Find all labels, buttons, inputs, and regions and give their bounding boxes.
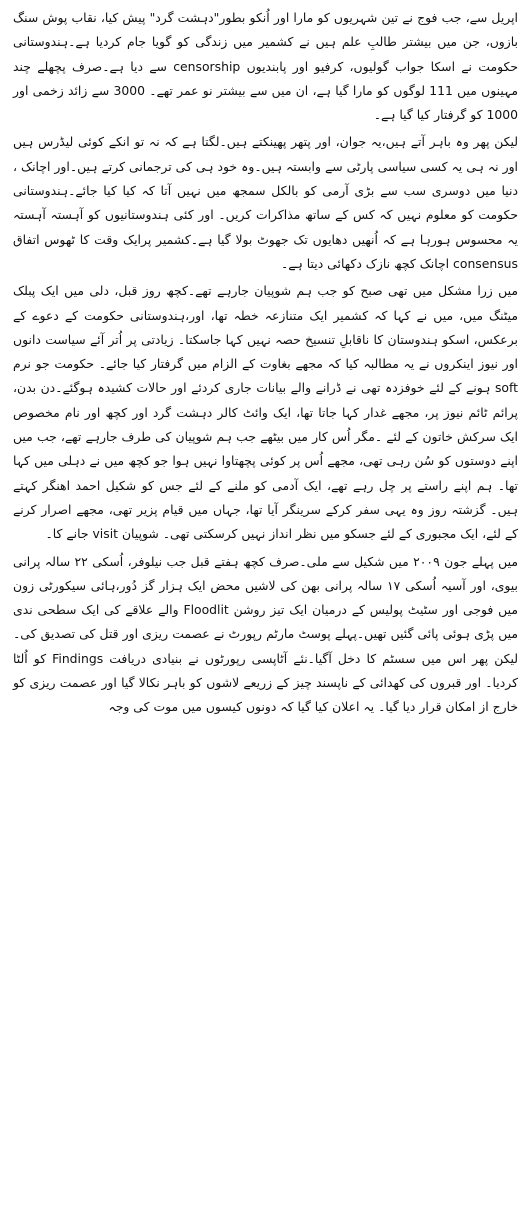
paragraph-shakeel-meeting: میں پہلے جون ۲۰۰۹ میں شکیل سے ملی۔صرف کچھ ہفتے قبل جب نیلوفر، اُسکی ۲۲ سالہ پرانی بیوی، اور آسیہ اُسکی ۱۷ سالہ پرانی بھن کی لاشیں محض ایک ہزار گز دُور،ہائی سیکورٹی زون میں فوجی اور سٹیٹ پولیس کے درمیان ایک تیز روشن Floodlit والے علاقے کی ایک سطحی ندی میں پڑی ہوئی پائی گئیں تھیں۔پہلے پوسٹ مارٹم رپورٹ نے عصمت ریزی اور قتل کی تصدیق کی۔ لیکن پھر اس میں سسٹم کا دخل آگیا۔نئے آٹاپسی رپورٹوں نے بنیادی دریافت Findings کو اُلٹا کردیا۔ اور قبروں کی کھدائی کے ناپسند چیز کے زریعے لاشوں کو باہر نکالا گیا اور عصمت ریزی کو خارج از امکان قرار دیا گیا۔ یہ اعلان کیا گیا کہ دونوں کیسوں میں موت کی وجہ (13, 553, 518, 715)
paragraph-shopian-trip: میں زرا مشکل میں تھی صبح کو جب ہم شوپیان جارہے تھے۔کچھ روز قبل، دلی میں ایک پبلک میٹنگ میں، میں نے کہا کہ کشمیر ایک متنازعہ خطہ تھا، اور،ہندوستانی حکومت کے دعوے کے برعکس، اسکو ہندوستان کا ناقابلِ تنسیخ حصہ نہیں کہا جاسکتا۔ زیادتی پر اُتر آئے سیاست دانوں اور نیوز اینکروں نے یہ مطالبہ کیا کہ مجھے بغاوت کے الزام میں گرفتار کیا جائے۔ حکومت جو نرم soft ہونے کے لئے خوفزدہ تھی نے ڈرانے والے بیانات جاری کردئے اور حالات کشیدہ ہوگئے۔دن بدن، پرائم ٹائم نیوز پر، مجھے غدار کہا جاتا تھا، ایک وائٹ کالر دہشت گرد اور کچھ اور نام مخصوص ایک سرکش خاتون کے لئے ۔مگر اُس کار میں بیٹھے جب ہم شوپیان کی طرف جارہے تھے، جب میں اپنے دوستوں کو سُن رہی تھی، مجھے اُس پر کوئی پچھتاوا نہیں ہوا جو کچھ میں نے دہلی میں کہا تھا۔ ہم اپنے راستے پر چل رہے تھے، ایک آدمی کو ملنے کے لئے جس کو شکیل احمد اھنگر کہتے ہیں۔ گزشتہ روز وہ یہی سفر کرکے سرینگر آیا تھا، جہاں میں قیام پزیر تھی، مجھے اصرار کرنے کے لئے، ایک مجبوری کے لئے جسکو میں نظر انداز نہیں کرسکتی تھی۔ شوپیان visit جانے کا۔ (13, 283, 518, 542)
paragraph-stone-throwers: لیکن پھر وہ باہر آتے ہیں،یہ جوان، اور پتھر پھینکتے ہیں۔لگتا ہے کہ نہ تو انکے کوئی لیڈرس ہیں اور نہ ہی یہ کسی سیاسی پارٹی سے وابستہ ہیں۔وہ خود ہی کی ترجمانی کرتے ہیں۔اور اچانک ، دنیا میں دوسری سب سے بڑی آرمی کو بالکل سمجھ میں نہیں آتا کہ کیا کیا جائے۔ہندوستانی حکومت کو معلوم نہیں کہ کس کے ساتھ مذاکرات کریں۔ اور کئی ہندوستانیوں کو آہستہ آہستہ یہ محسوس ہورہا ہے کہ اُنھیں دھایوں تک جھوٹ بولا گیا ہے۔کشمیر پرایک وقت کا ٹھوس اتفاق consensus اچانک کچھ نازک دکھائی دیتا ہے۔ (13, 134, 518, 271)
paragraph-protests: اپریل سے، جب فوج نے تین شہریوں کو مارا اور اُنکو بطور"دہشت گرد" پیش کیا، نقاب پوش سنگ بازوں، جن میں بیشتر طالبِ علم ہیں نے کشمیر میں زندگی کو گویا جام کردیا ہے۔ہندوستانی حکومت نے اسکا جواب گولیوں، کرفیو اور پابندیوں censorship سے دیا ہے۔صرف پچھلے چند مہینوں میں 111 لوگوں کو مارا گیا ہے، ان میں سے بیشتر نو عمر تھے۔ 3000 سے زائد زخمی اور 1000 کو گرفتار کیا گیا ہے۔ (13, 10, 518, 123)
